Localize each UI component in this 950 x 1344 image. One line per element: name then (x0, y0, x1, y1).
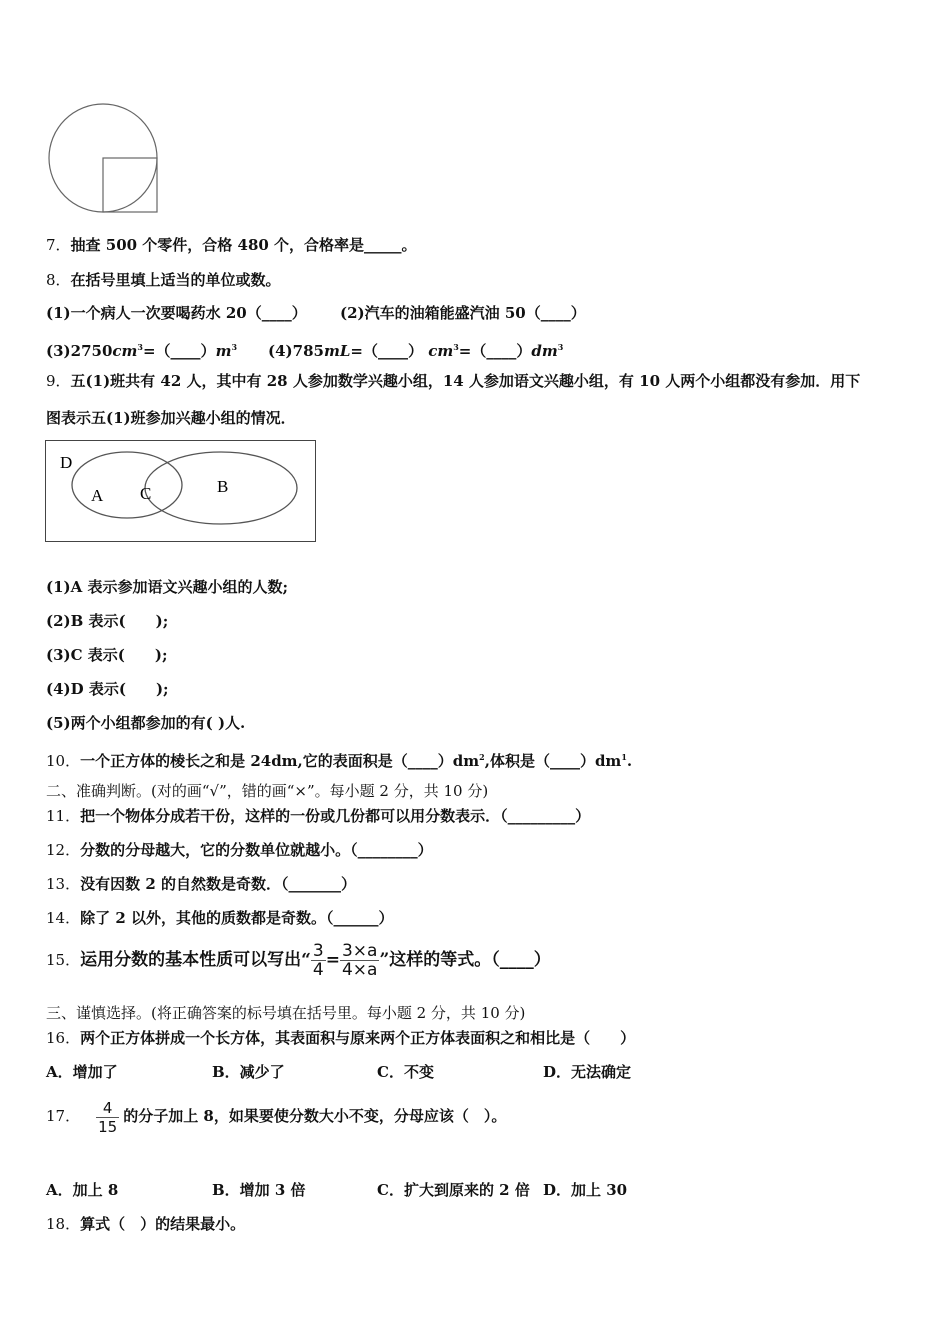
q17-option-d[interactable]: D．加上 30 (543, 1181, 628, 1199)
question-8 (46, 270, 281, 290)
q8-line-1a: (1)一个病人一次要喝药水 20（____） (46, 304, 307, 322)
q9-item-4: (4)D 表示( ); (46, 680, 169, 698)
question-17: 17． $\frac{4}{15}$ 的分子加上 8，如果要使分数大小不变，分母应该（ ）。 (46, 1098, 507, 1136)
q17-option-a[interactable]: A．加上 8 (46, 1181, 119, 1199)
question-number: 10． (46, 752, 81, 770)
question-7 (46, 235, 417, 255)
q16-option-a[interactable]: A．增加了 (46, 1063, 118, 1081)
question-15: 15．运用分数的基本性质可以写出“ $\frac{3}{4}$ = $\frac{3\times a}{4\times a}$ ”这样的等式。（____） (46, 941, 551, 980)
fraction-3-4: $\frac{3}{4}$ (312, 941, 324, 980)
question-number: 9． (46, 372, 71, 390)
question-number: 8． (46, 271, 71, 289)
question-text: 抽查 500 个零件，合格 480 个，合格率是_____。 (70, 236, 417, 254)
q8-line-1b: (2)汽车的油箱能盛汽油 50（____） (340, 304, 586, 322)
q9-item-2: (2)B 表示( ); (46, 612, 169, 630)
question-9 (46, 371, 860, 391)
question-11: 11．把一个物体分成若干份，这样的一份或几份都可以用分数表示．（_________） (46, 807, 591, 825)
venn-label-d: D (60, 453, 73, 472)
question-text: 五(1)班共有 42 人，其中有 28 人参加数学兴趣小组，14 人参加语文兴趣小组，有 10 人两个小组都没有参加．用下 (70, 372, 861, 390)
question-9-line-2: 图表示五(1)班参加兴趣小组的情况． (46, 409, 296, 427)
q9-item-5: (5)两个小组都参加的有( )人. (46, 714, 246, 732)
question-text: 在括号里填上适当的单位或数。 (70, 271, 281, 289)
question-number: 7． (46, 236, 71, 254)
q16-option-d[interactable]: D．无法确定 (543, 1063, 632, 1081)
q17-option-c[interactable]: C．扩大到原来的 2 倍 (377, 1181, 530, 1199)
q16-option-c[interactable]: C．不变 (377, 1063, 434, 1081)
venn-label-b: B (217, 477, 229, 496)
venn-diagram (45, 440, 317, 543)
q17-option-b[interactable]: B．增加 3 倍 (212, 1181, 306, 1199)
question-12: 12．分数的分母越大，它的分数单位就越小。（________） (46, 841, 433, 859)
question-16: 16．两个正方体拼成一个长方体，其表面积与原来两个正方体表面积之和相比是（ ） (46, 1029, 636, 1047)
venn-label-a: A (91, 486, 104, 505)
question-10: 10．一个正方体的棱长之和是 24dm,它的表面积是$(\_\_\_\_)dm^2$,体积是$(\_\_\_\_)dm^1$. (46, 752, 633, 770)
q9-item-1: (1)A 表示参加语文兴趣小组的人数; (46, 578, 289, 596)
question-18: 18．算式（ ）的结果最小。 (46, 1215, 246, 1233)
fraction-4-15: $\frac{4}{15}$ (98, 1098, 118, 1136)
fraction-3a-4a: $\frac{3\times a}{4\times a}$ (341, 941, 378, 980)
question-14: 14．除了 2 以外，其他的质数都是奇数。（______） (46, 909, 394, 927)
q8-line-2a: $(3)2750cm^3=(\_\_\_\_)m^3$ (46, 342, 238, 360)
venn-label-c: C (140, 484, 152, 503)
q16-option-b[interactable]: B．减少了 (212, 1063, 285, 1081)
q8-line-2b: (4)785mL=（____） $cm^3=(\_\_\_\_)dm^3$ (268, 342, 564, 360)
q9-item-3: (3)C 表示( ); (46, 646, 168, 664)
circle-square-figure (46, 102, 162, 216)
section-2-heading: 二、准确判断。(对的画“√”，错的画“×”。每小题 2 分，共 10 分) (46, 782, 489, 800)
section-3-heading: 三、谨慎选择。(将正确答案的标号填在括号里。每小题 2 分，共 10 分) (46, 1004, 526, 1022)
question-13: 13．没有因数 2 的自然数是奇数．（_______） (46, 875, 356, 893)
